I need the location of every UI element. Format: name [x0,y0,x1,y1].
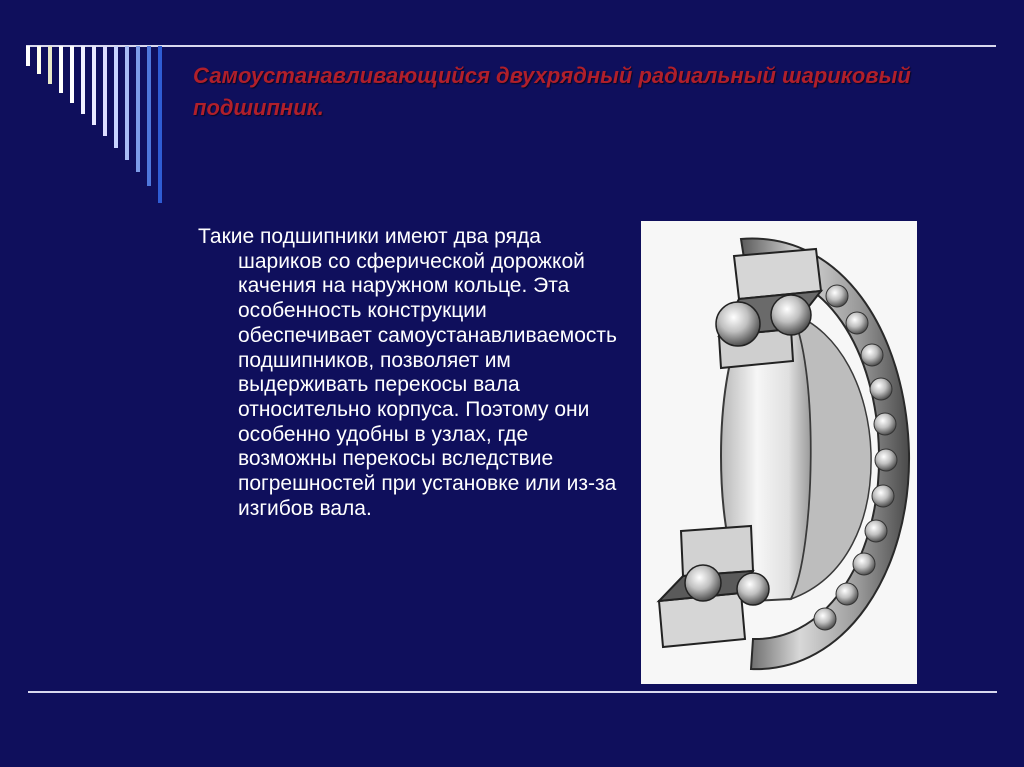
body-paragraph: Такие подшипники имеют два ряда шариков со сферической дорожкой качения на наружном кольце. Эта особенность конструкции обеспечивает самоустанавливаемость подшипников, позволяет им выдерживать перекосы вала относительно корпуса. Поэтому они особенно удобны в узлах, где возможны перекосы вследствие погрешностей при установке или из-за изгибов вала. [198,225,617,520]
slide-title: Самоустанавливающийся двухрядный радиальный шариковый подшипник. [193,63,911,120]
self-aligning-ball-bearing-icon [641,221,917,684]
bottom-divider [28,691,997,693]
bearing-figure [641,221,917,684]
